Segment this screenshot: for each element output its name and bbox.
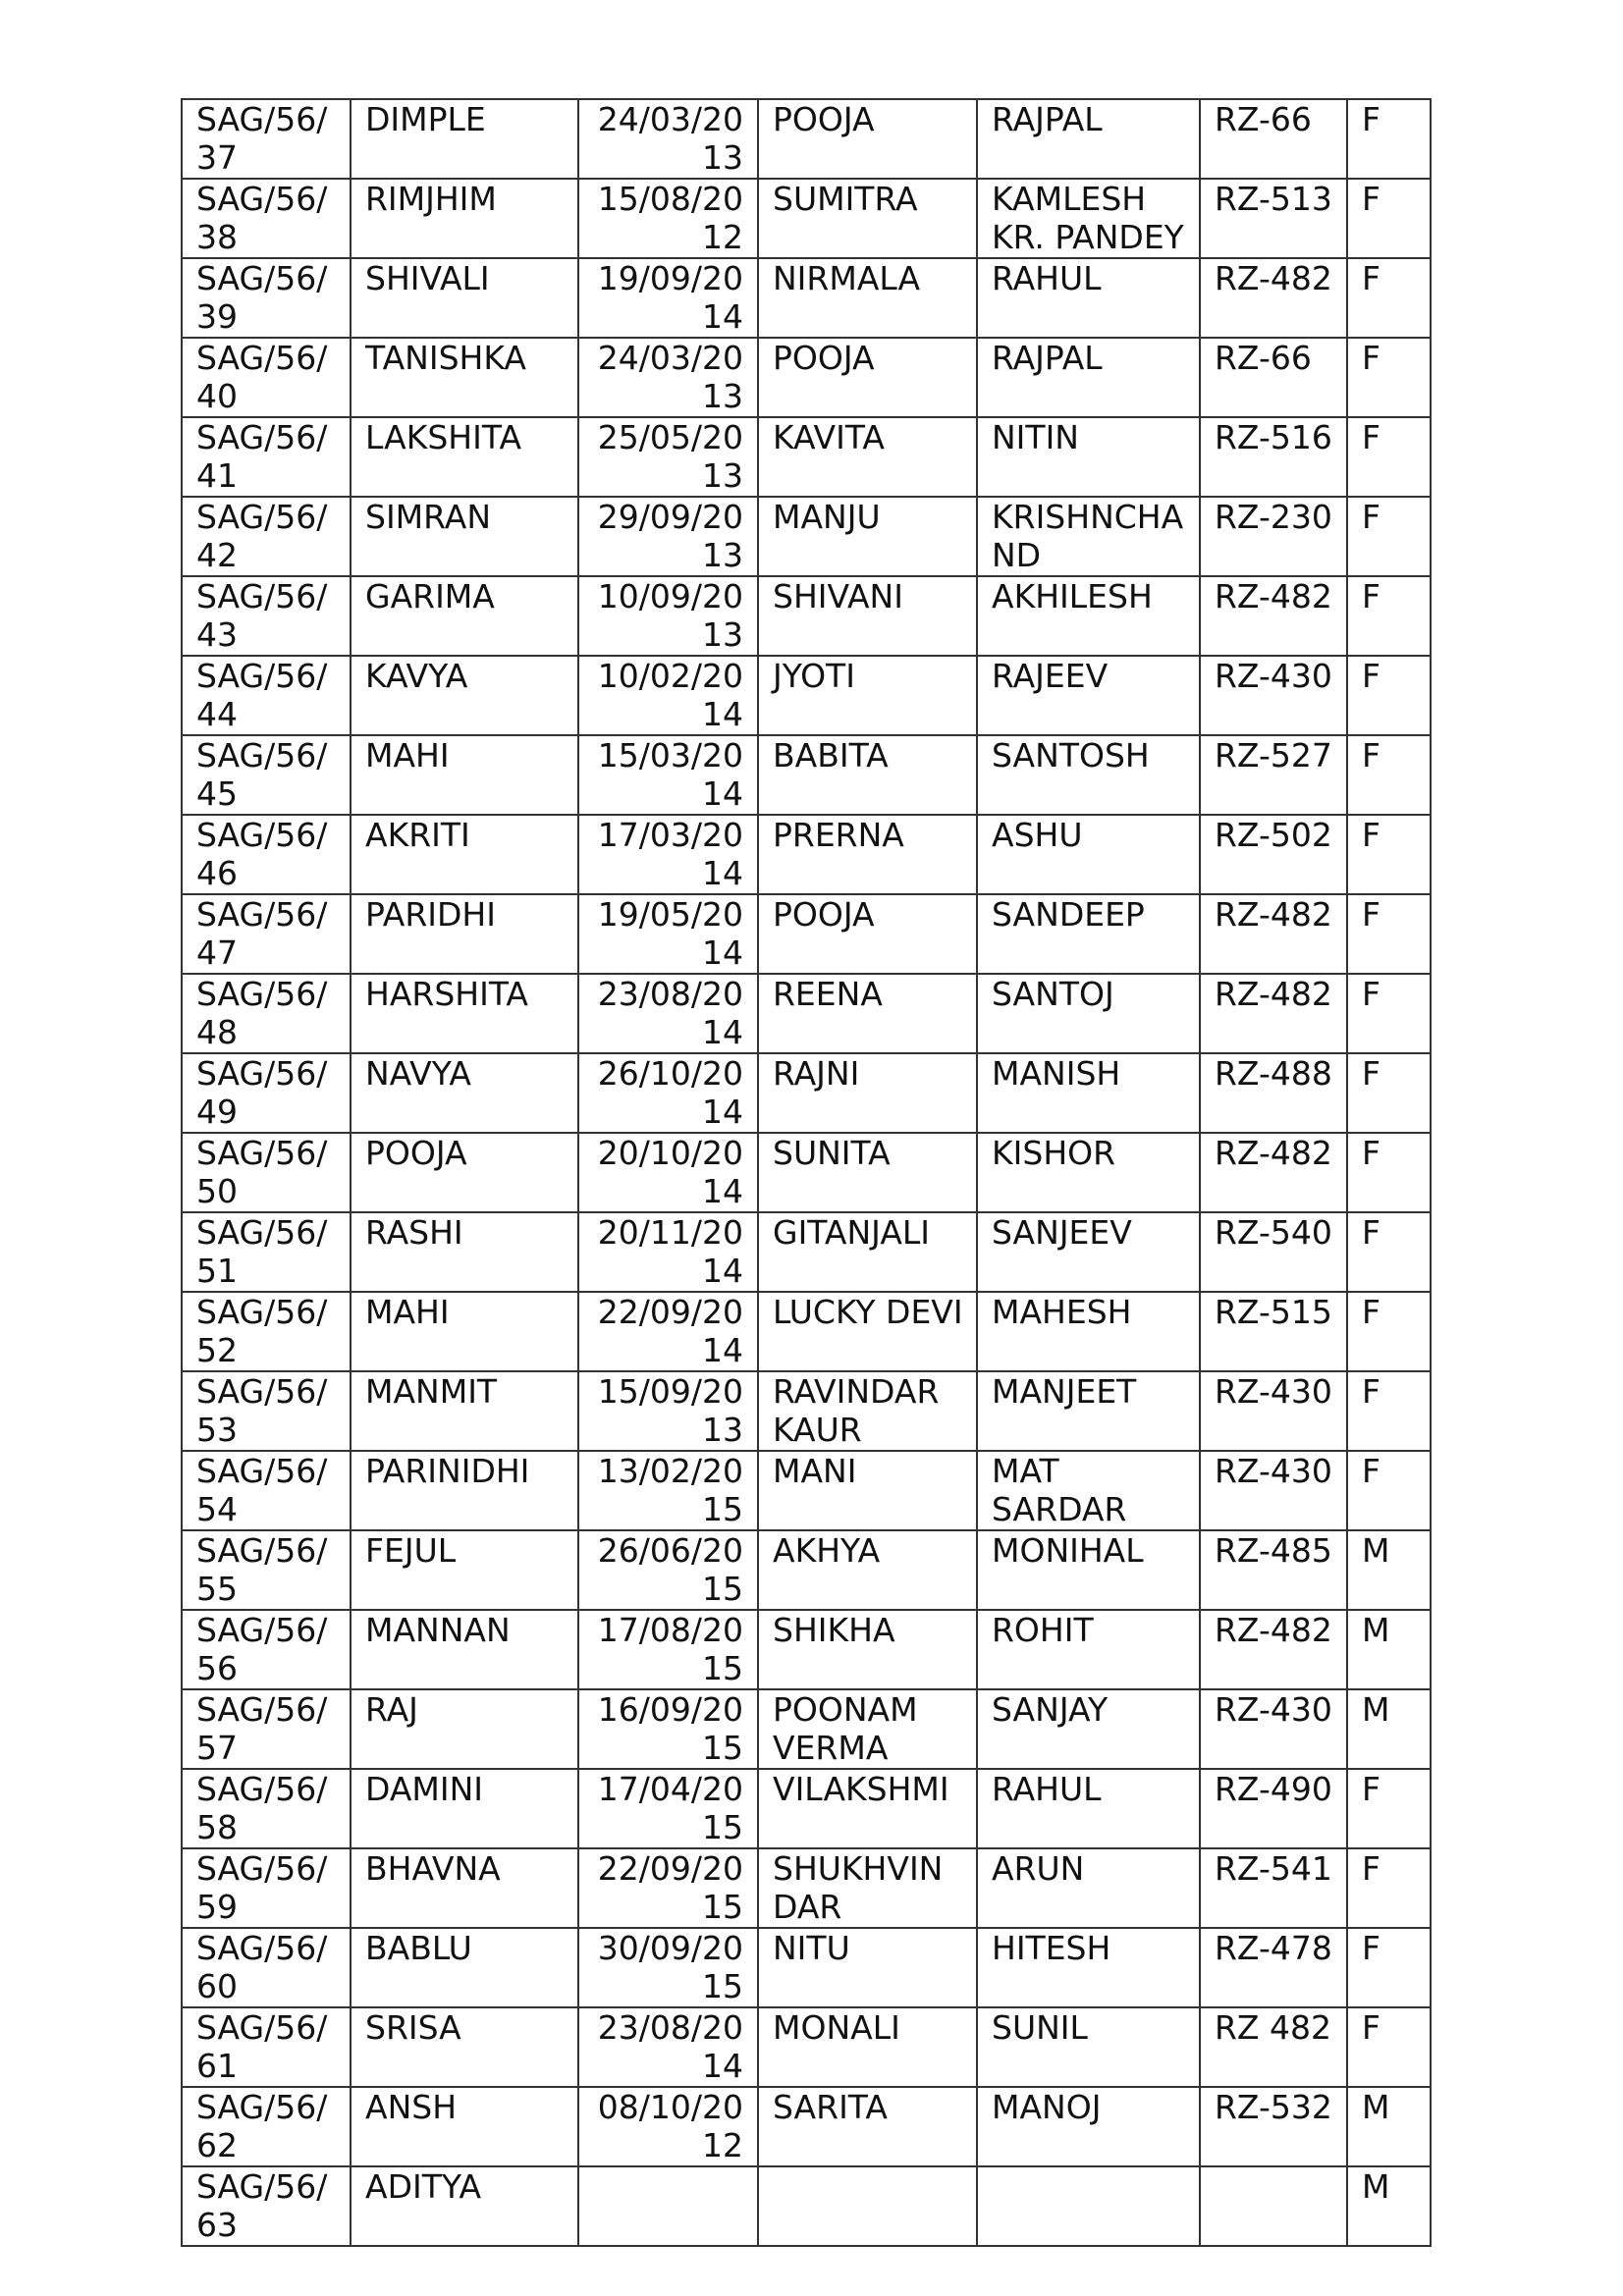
- table-row: [182, 1053, 1431, 1133]
- table-row: [182, 1292, 1431, 1371]
- mother-name-cell: MANI: [758, 1451, 977, 1530]
- mother-name-cell: POOJA: [758, 99, 977, 179]
- mother-name-cell: SARITA: [758, 2087, 977, 2166]
- address-cell: RZ-430: [1200, 1371, 1347, 1451]
- gender-cell: M: [1347, 1530, 1431, 1610]
- date-of-birth-cell: 17/03/2014: [578, 815, 758, 894]
- mother-name-cell: POONAM VERMA: [758, 1689, 977, 1769]
- father-name-cell: HITESH: [977, 1928, 1200, 2007]
- date-of-birth-cell: 20/11/2014: [578, 1212, 758, 1292]
- date-of-birth-cell: 23/08/2014: [578, 974, 758, 1053]
- table-row: [182, 894, 1431, 974]
- student-name-cell: PARIDHI: [351, 894, 578, 974]
- table-row: [182, 338, 1431, 417]
- father-name-cell: MANOJ: [977, 2087, 1200, 2166]
- mother-name-cell: POOJA: [758, 894, 977, 974]
- table-row: [182, 497, 1431, 576]
- address-cell: RZ-540: [1200, 1212, 1347, 1292]
- mother-name-cell: SHIVANI: [758, 576, 977, 656]
- table-row: [182, 1928, 1431, 2007]
- mother-name-cell: POOJA: [758, 338, 977, 417]
- date-of-birth-cell: 15/09/2013: [578, 1371, 758, 1451]
- table-row: [182, 1451, 1431, 1530]
- gender-cell: F: [1347, 258, 1431, 338]
- gender-cell: F: [1347, 1292, 1431, 1371]
- admission-no-cell: SAG/56/52: [182, 1292, 351, 1371]
- admission-no-cell: SAG/56/45: [182, 735, 351, 815]
- student-name-cell: AKRITI: [351, 815, 578, 894]
- student-name-cell: RASHI: [351, 1212, 578, 1292]
- father-name-cell: SANTOSH: [977, 735, 1200, 815]
- mother-name-cell: SUMITRA: [758, 179, 977, 258]
- father-name-cell: MANJEET: [977, 1371, 1200, 1451]
- address-cell: RZ-482: [1200, 258, 1347, 338]
- mother-name-cell: [758, 2166, 977, 2246]
- admission-no-cell: SAG/56/38: [182, 179, 351, 258]
- gender-cell: F: [1347, 1212, 1431, 1292]
- student-name-cell: RAJ: [351, 1689, 578, 1769]
- address-cell: RZ-482: [1200, 1133, 1347, 1212]
- admission-no-cell: SAG/56/63: [182, 2166, 351, 2246]
- mother-name-cell: AKHYA: [758, 1530, 977, 1610]
- date-of-birth-cell: 08/10/2012: [578, 2087, 758, 2166]
- address-cell: [1200, 2166, 1347, 2246]
- admission-no-cell: SAG/56/47: [182, 894, 351, 974]
- father-name-cell: KRISHNCHAND: [977, 497, 1200, 576]
- address-cell: RZ 482: [1200, 2007, 1347, 2087]
- address-cell: RZ-430: [1200, 1689, 1347, 1769]
- gender-cell: F: [1347, 497, 1431, 576]
- father-name-cell: KAMLESH KR. PANDEY: [977, 179, 1200, 258]
- admission-no-cell: SAG/56/44: [182, 656, 351, 735]
- table-body: [182, 99, 1431, 2246]
- table-row: [182, 1610, 1431, 1689]
- address-cell: RZ-515: [1200, 1292, 1347, 1371]
- date-of-birth-cell: 26/06/2015: [578, 1530, 758, 1610]
- student-name-cell: DAMINI: [351, 1769, 578, 1848]
- father-name-cell: RAHUL: [977, 1769, 1200, 1848]
- student-name-cell: GARIMA: [351, 576, 578, 656]
- date-of-birth-cell: 20/10/2014: [578, 1133, 758, 1212]
- table-row: [182, 576, 1431, 656]
- address-cell: RZ-230: [1200, 497, 1347, 576]
- table-row: [182, 417, 1431, 497]
- date-of-birth-cell: 15/08/2012: [578, 179, 758, 258]
- address-cell: RZ-430: [1200, 1451, 1347, 1530]
- mother-name-cell: NIRMALA: [758, 258, 977, 338]
- address-cell: RZ-502: [1200, 815, 1347, 894]
- gender-cell: F: [1347, 576, 1431, 656]
- table-row: [182, 1371, 1431, 1451]
- admission-no-cell: SAG/56/61: [182, 2007, 351, 2087]
- table-row: [182, 735, 1431, 815]
- student-name-cell: SRISA: [351, 2007, 578, 2087]
- gender-cell: M: [1347, 2166, 1431, 2246]
- mother-name-cell: REENA: [758, 974, 977, 1053]
- admission-no-cell: SAG/56/56: [182, 1610, 351, 1689]
- address-cell: RZ-430: [1200, 656, 1347, 735]
- address-cell: RZ-478: [1200, 1928, 1347, 2007]
- student-name-cell: MANNAN: [351, 1610, 578, 1689]
- mother-name-cell: MONALI: [758, 2007, 977, 2087]
- date-of-birth-cell: 30/09/2015: [578, 1928, 758, 2007]
- admission-no-cell: SAG/56/62: [182, 2087, 351, 2166]
- date-of-birth-cell: 10/02/2014: [578, 656, 758, 735]
- date-of-birth-cell: 23/08/2014: [578, 2007, 758, 2087]
- address-cell: RZ-527: [1200, 735, 1347, 815]
- address-cell: RZ-513: [1200, 179, 1347, 258]
- mother-name-cell: PRERNA: [758, 815, 977, 894]
- student-name-cell: LAKSHITA: [351, 417, 578, 497]
- date-of-birth-cell: 10/09/2013: [578, 576, 758, 656]
- date-of-birth-cell: 22/09/2015: [578, 1848, 758, 1928]
- student-name-cell: TANISHKA: [351, 338, 578, 417]
- date-of-birth-cell: 22/09/2014: [578, 1292, 758, 1371]
- table-row: [182, 179, 1431, 258]
- mother-name-cell: SHUKHVINDAR: [758, 1848, 977, 1928]
- date-of-birth-cell: 16/09/2015: [578, 1689, 758, 1769]
- student-name-cell: ADITYA: [351, 2166, 578, 2246]
- admission-no-cell: SAG/56/55: [182, 1530, 351, 1610]
- student-name-cell: MAHI: [351, 735, 578, 815]
- date-of-birth-cell: 17/04/2015: [578, 1769, 758, 1848]
- father-name-cell: RAHUL: [977, 258, 1200, 338]
- admission-no-cell: SAG/56/48: [182, 974, 351, 1053]
- gender-cell: F: [1347, 974, 1431, 1053]
- father-name-cell: SUNIL: [977, 2007, 1200, 2087]
- table-row: [182, 1133, 1431, 1212]
- student-name-cell: POOJA: [351, 1133, 578, 1212]
- father-name-cell: ASHU: [977, 815, 1200, 894]
- gender-cell: F: [1347, 1053, 1431, 1133]
- father-name-cell: SANJEEV: [977, 1212, 1200, 1292]
- date-of-birth-cell: 24/03/2013: [578, 99, 758, 179]
- father-name-cell: ROHIT: [977, 1610, 1200, 1689]
- table-row: [182, 656, 1431, 735]
- table-row: [182, 1689, 1431, 1769]
- student-name-cell: BABLU: [351, 1928, 578, 2007]
- table-row: [182, 1212, 1431, 1292]
- address-cell: RZ-482: [1200, 1610, 1347, 1689]
- admission-no-cell: SAG/56/46: [182, 815, 351, 894]
- admission-no-cell: SAG/56/40: [182, 338, 351, 417]
- table-row: [182, 1769, 1431, 1848]
- table-row: [182, 2166, 1431, 2246]
- table-row: [182, 99, 1431, 179]
- address-cell: RZ-490: [1200, 1769, 1347, 1848]
- date-of-birth-cell: 17/08/2015: [578, 1610, 758, 1689]
- gender-cell: F: [1347, 1371, 1431, 1451]
- mother-name-cell: SHIKHA: [758, 1610, 977, 1689]
- table-row: [182, 815, 1431, 894]
- date-of-birth-cell: 24/03/2013: [578, 338, 758, 417]
- admission-no-cell: SAG/56/42: [182, 497, 351, 576]
- table-row: [182, 1848, 1431, 1928]
- admission-no-cell: SAG/56/43: [182, 576, 351, 656]
- father-name-cell: [977, 2166, 1200, 2246]
- mother-name-cell: NITU: [758, 1928, 977, 2007]
- student-name-cell: PARINIDHI: [351, 1451, 578, 1530]
- student-name-cell: SHIVALI: [351, 258, 578, 338]
- address-cell: RZ-541: [1200, 1848, 1347, 1928]
- mother-name-cell: RAJNI: [758, 1053, 977, 1133]
- father-name-cell: RAJPAL: [977, 338, 1200, 417]
- student-name-cell: RIMJHIM: [351, 179, 578, 258]
- mother-name-cell: LUCKY DEVI: [758, 1292, 977, 1371]
- gender-cell: F: [1347, 815, 1431, 894]
- gender-cell: F: [1347, 1848, 1431, 1928]
- father-name-cell: KISHOR: [977, 1133, 1200, 1212]
- student-table: [181, 98, 1432, 2247]
- student-name-cell: DIMPLE: [351, 99, 578, 179]
- admission-no-cell: SAG/56/50: [182, 1133, 351, 1212]
- table-row: [182, 258, 1431, 338]
- student-name-cell: MANMIT: [351, 1371, 578, 1451]
- father-name-cell: SANJAY: [977, 1689, 1200, 1769]
- father-name-cell: MAHESH: [977, 1292, 1200, 1371]
- admission-no-cell: SAG/56/59: [182, 1848, 351, 1928]
- address-cell: RZ-485: [1200, 1530, 1347, 1610]
- student-name-cell: MAHI: [351, 1292, 578, 1371]
- student-name-cell: HARSHITA: [351, 974, 578, 1053]
- table-row: [182, 2087, 1431, 2166]
- table-row: [182, 974, 1431, 1053]
- admission-no-cell: SAG/56/57: [182, 1689, 351, 1769]
- address-cell: RZ-482: [1200, 576, 1347, 656]
- mother-name-cell: VILAKSHMI: [758, 1769, 977, 1848]
- address-cell: RZ-482: [1200, 894, 1347, 974]
- admission-no-cell: SAG/56/41: [182, 417, 351, 497]
- address-cell: RZ-66: [1200, 99, 1347, 179]
- gender-cell: F: [1347, 735, 1431, 815]
- gender-cell: F: [1347, 1451, 1431, 1530]
- student-name-cell: SIMRAN: [351, 497, 578, 576]
- student-name-cell: ANSH: [351, 2087, 578, 2166]
- table-row: [182, 2007, 1431, 2087]
- date-of-birth-cell: 25/05/2013: [578, 417, 758, 497]
- admission-no-cell: SAG/56/53: [182, 1371, 351, 1451]
- mother-name-cell: KAVITA: [758, 417, 977, 497]
- admission-no-cell: SAG/56/60: [182, 1928, 351, 2007]
- address-cell: RZ-66: [1200, 338, 1347, 417]
- father-name-cell: SANDEEP: [977, 894, 1200, 974]
- admission-no-cell: SAG/56/37: [182, 99, 351, 179]
- gender-cell: M: [1347, 1610, 1431, 1689]
- father-name-cell: AKHILESH: [977, 576, 1200, 656]
- date-of-birth-cell: 19/05/2014: [578, 894, 758, 974]
- date-of-birth-cell: 19/09/2014: [578, 258, 758, 338]
- father-name-cell: MAT SARDAR: [977, 1451, 1200, 1530]
- father-name-cell: MANISH: [977, 1053, 1200, 1133]
- gender-cell: F: [1347, 99, 1431, 179]
- gender-cell: F: [1347, 417, 1431, 497]
- mother-name-cell: RAVINDAR KAUR: [758, 1371, 977, 1451]
- gender-cell: M: [1347, 2087, 1431, 2166]
- gender-cell: F: [1347, 656, 1431, 735]
- gender-cell: F: [1347, 1928, 1431, 2007]
- mother-name-cell: MANJU: [758, 497, 977, 576]
- date-of-birth-cell: [578, 2166, 758, 2246]
- father-name-cell: RAJEEV: [977, 656, 1200, 735]
- father-name-cell: SANTOJ: [977, 974, 1200, 1053]
- father-name-cell: RAJPAL: [977, 99, 1200, 179]
- admission-no-cell: SAG/56/39: [182, 258, 351, 338]
- address-cell: RZ-532: [1200, 2087, 1347, 2166]
- gender-cell: F: [1347, 894, 1431, 974]
- table-row: [182, 1530, 1431, 1610]
- gender-cell: M: [1347, 1689, 1431, 1769]
- father-name-cell: ARUN: [977, 1848, 1200, 1928]
- mother-name-cell: SUNITA: [758, 1133, 977, 1212]
- father-name-cell: NITIN: [977, 417, 1200, 497]
- address-cell: RZ-488: [1200, 1053, 1347, 1133]
- student-name-cell: KAVYA: [351, 656, 578, 735]
- admission-no-cell: SAG/56/58: [182, 1769, 351, 1848]
- student-name-cell: FEJUL: [351, 1530, 578, 1610]
- admission-no-cell: SAG/56/49: [182, 1053, 351, 1133]
- admission-no-cell: SAG/56/51: [182, 1212, 351, 1292]
- mother-name-cell: JYOTI: [758, 656, 977, 735]
- date-of-birth-cell: 29/09/2013: [578, 497, 758, 576]
- student-name-cell: BHAVNA: [351, 1848, 578, 1928]
- gender-cell: F: [1347, 338, 1431, 417]
- gender-cell: F: [1347, 179, 1431, 258]
- date-of-birth-cell: 26/10/2014: [578, 1053, 758, 1133]
- father-name-cell: MONIHAL: [977, 1530, 1200, 1610]
- gender-cell: F: [1347, 2007, 1431, 2087]
- admission-no-cell: SAG/56/54: [182, 1451, 351, 1530]
- address-cell: RZ-482: [1200, 974, 1347, 1053]
- gender-cell: F: [1347, 1769, 1431, 1848]
- mother-name-cell: BABITA: [758, 735, 977, 815]
- date-of-birth-cell: 13/02/2015: [578, 1451, 758, 1530]
- student-name-cell: NAVYA: [351, 1053, 578, 1133]
- address-cell: RZ-516: [1200, 417, 1347, 497]
- date-of-birth-cell: 15/03/2014: [578, 735, 758, 815]
- gender-cell: F: [1347, 1133, 1431, 1212]
- mother-name-cell: GITANJALI: [758, 1212, 977, 1292]
